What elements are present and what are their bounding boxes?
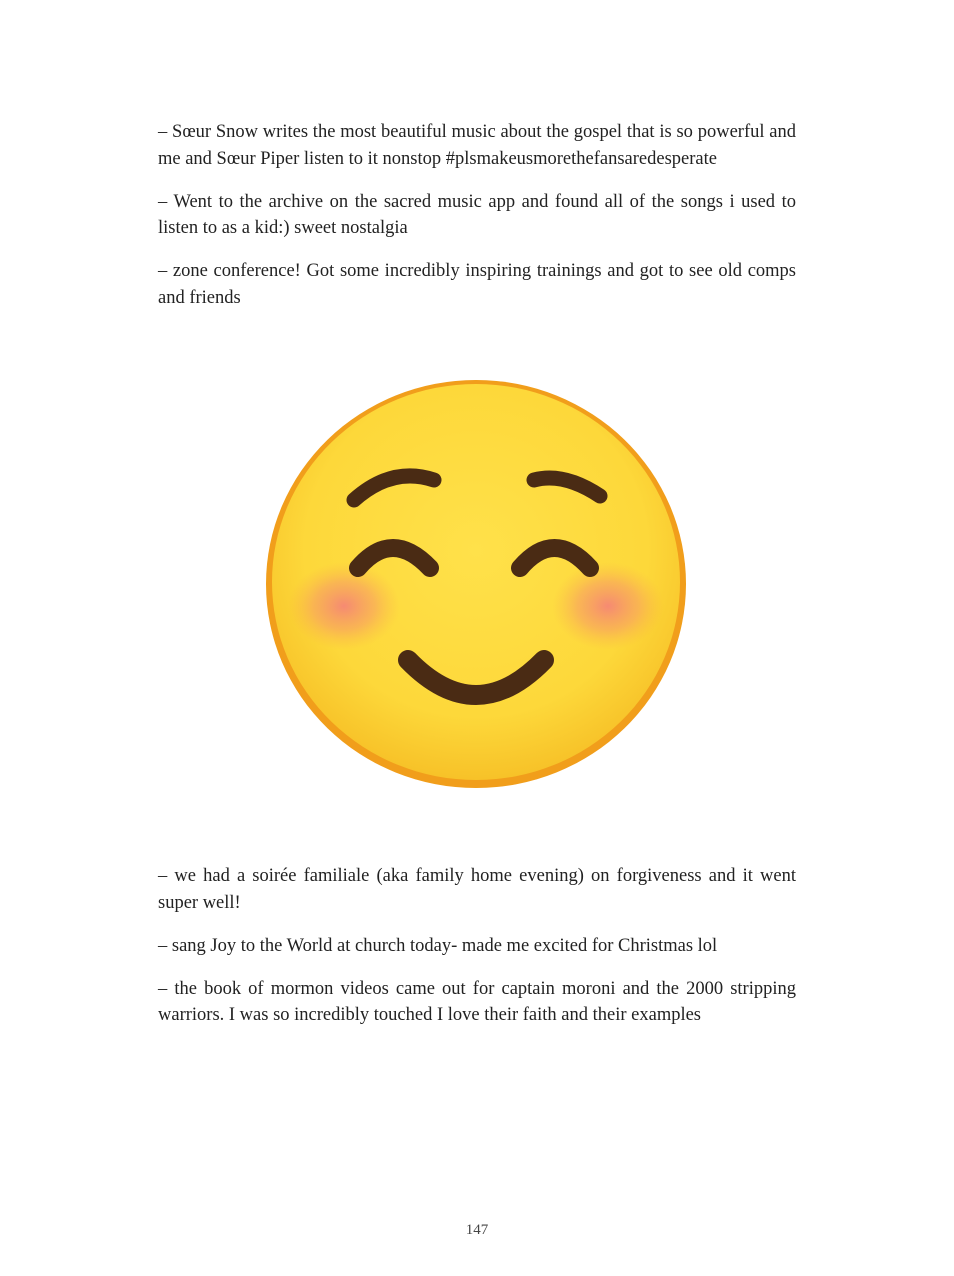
smiling-face-with-smiling-eyes-icon [262,378,690,790]
page-number: 147 [465,1222,489,1238]
journal-entries-top [158,119,796,328]
journal-entries-bottom [158,863,796,1045]
journal-entry: – the book of mormon videos came out for captain moroni and the 2000 stripping warriors. I was so incredibly touched I love their faith and their examples [158,978,796,1025]
left-blush [288,562,400,650]
journal-entry: – we had a soirée familiale (aka family home evening) on forgiveness and it went super well! [158,866,796,913]
journal-entry: – zone conference! Got some incredibly inspiring trainings and got to see old comps and friends [158,261,796,308]
journal-entry: – Went to the archive on the sacred music app and found all of the songs i used to listen to as a kid:) sweet nostalgia [158,191,796,238]
journal-entry: – Sœur Snow writes the most beautiful music about the gospel that is so powerful and me and Sœur Piper listen to it nonstop #plsmakeusmorethefansaredesperate [158,122,796,169]
journal-entry: – sang Joy to the World at church today- made me excited for Christmas lol [158,935,718,956]
right-blush [552,562,664,650]
